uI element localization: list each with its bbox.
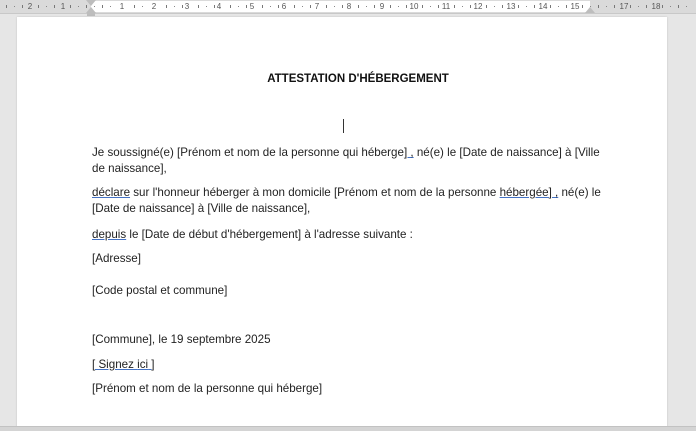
ruler-tick xyxy=(662,5,663,8)
signature-placeholder-close: ] xyxy=(148,358,155,371)
text-cursor xyxy=(343,119,344,133)
left-indent-marker[interactable] xyxy=(87,13,95,16)
ruler-tick xyxy=(390,5,391,8)
ruler-tick xyxy=(486,5,487,8)
ruler-tick xyxy=(214,5,215,8)
paragraph-postal-code: [Code postal et commune] xyxy=(92,284,228,297)
ruler-dot xyxy=(14,6,15,7)
ruler-number: 3 xyxy=(184,2,190,11)
ruler-tick xyxy=(102,5,103,8)
grammar-flagged-text: depuis xyxy=(92,228,127,241)
grammar-flagged-text: déclare xyxy=(92,186,131,199)
ruler-number: 17 xyxy=(619,2,629,11)
ruler-tick xyxy=(646,5,647,8)
ruler-number: 7 xyxy=(314,2,320,11)
ruler-dot xyxy=(526,6,527,7)
ruler-tick xyxy=(182,5,183,8)
grammar-flagged-text: ici xyxy=(137,358,149,371)
ruler-dot xyxy=(46,6,47,7)
ruler-tick xyxy=(598,5,599,8)
ruler-dot xyxy=(238,6,239,7)
ruler-number: 4 xyxy=(216,2,222,11)
ruler-number: 5 xyxy=(249,2,255,11)
paragraph-signatory-name: [Prénom et nom de la personne qui héberge] xyxy=(92,382,323,395)
ruler-number: 2 xyxy=(27,2,33,11)
ruler-number: 1 xyxy=(60,2,66,11)
ruler-number: 15 xyxy=(570,2,580,11)
ruler-tick xyxy=(6,5,7,8)
ruler-dot xyxy=(558,6,559,7)
ruler-tick xyxy=(614,5,615,8)
ruler-dot xyxy=(670,6,671,7)
host-name-text: Je soussigné(e) [Prénom et nom de la personne qui héberge xyxy=(92,146,404,159)
horizontal-scrollbar[interactable] xyxy=(0,426,696,431)
ruler-tick xyxy=(630,5,631,8)
ruler-dot xyxy=(78,6,79,7)
grammar-flagged-text: hébergée xyxy=(499,186,549,199)
ruler-tick xyxy=(566,5,567,8)
ruler-tick xyxy=(422,5,423,8)
horizontal-ruler[interactable] xyxy=(0,0,696,14)
ruler-number: 11 xyxy=(441,2,451,11)
paragraph-start-date xyxy=(92,227,612,243)
ruler-tick xyxy=(374,5,375,8)
ruler-tick xyxy=(166,5,167,8)
ruler-dot xyxy=(334,6,335,7)
grammar-flagged-text: ] , xyxy=(403,146,414,159)
ruler-dot xyxy=(270,6,271,7)
ruler-tick xyxy=(438,5,439,8)
first-line-indent-marker[interactable] xyxy=(86,0,96,6)
ruler-tick xyxy=(534,5,535,8)
ruler-dot xyxy=(638,6,639,7)
ruler-tick xyxy=(550,5,551,8)
ruler-number: 8 xyxy=(346,2,352,11)
ruler-tick xyxy=(502,5,503,8)
host-birth-text: né(e) le [Date de naissance] à [Ville de naissance], xyxy=(92,146,600,175)
guest-birth-text: né(e) le [Date de naissance] à [Ville de naissance], xyxy=(92,186,601,215)
ruler-tick xyxy=(406,5,407,8)
ruler-number: 1 xyxy=(119,2,125,11)
ruler-dot xyxy=(494,6,495,7)
ruler-tick xyxy=(278,5,279,8)
document-body[interactable] xyxy=(17,17,667,431)
grammar-flagged-text: ] , xyxy=(548,186,559,199)
ruler-tick xyxy=(38,5,39,8)
ruler-dot xyxy=(606,6,607,7)
ruler-tick xyxy=(342,5,343,8)
ruler-tick xyxy=(454,5,455,8)
ruler-dot xyxy=(302,6,303,7)
ruler-tick xyxy=(262,5,263,8)
ruler-dot xyxy=(366,6,367,7)
signature-placeholder-text: [ Signez xyxy=(92,358,138,371)
paragraph-signature xyxy=(92,357,612,373)
ruler-dot xyxy=(398,6,399,7)
ruler-number: 2 xyxy=(151,2,157,11)
ruler-dot xyxy=(462,6,463,7)
ruler-dot xyxy=(686,6,687,7)
ruler-tick xyxy=(134,5,135,8)
ruler-dot xyxy=(206,6,207,7)
ruler-tick xyxy=(70,5,71,8)
right-indent-marker[interactable] xyxy=(585,7,595,13)
ruler-dot xyxy=(174,6,175,7)
ruler-tick xyxy=(230,5,231,8)
ruler-number: 10 xyxy=(409,2,419,11)
ruler-tick xyxy=(358,5,359,8)
document-page[interactable] xyxy=(17,17,667,431)
start-date-text: le [Date de début d'hébergement] à l'adresse suivante : xyxy=(126,228,413,241)
ruler-tick xyxy=(22,5,23,8)
document-title: ATTESTATION D'HÉBERGEMENT xyxy=(267,73,449,85)
ruler-tick xyxy=(518,5,519,8)
ruler-tick xyxy=(310,5,311,8)
ruler-number: 13 xyxy=(506,2,516,11)
ruler-number: 12 xyxy=(473,2,483,11)
paragraph-place-date: [Commune], le 19 septembre 2025 xyxy=(92,333,271,346)
ruler-dot xyxy=(430,6,431,7)
ruler-tick xyxy=(582,5,583,8)
paragraph-host-identity xyxy=(92,145,612,177)
ruler-tick xyxy=(326,5,327,8)
ruler-tick xyxy=(198,5,199,8)
ruler-dot xyxy=(110,6,111,7)
ruler-tick xyxy=(294,5,295,8)
ruler-number: 18 xyxy=(651,2,661,11)
ruler-dot xyxy=(142,6,143,7)
ruler-number: 6 xyxy=(281,2,287,11)
declaration-text: sur l'honneur héberger à mon domicile [Prénom et nom de la personne xyxy=(130,186,500,199)
ruler-number: 9 xyxy=(379,2,385,11)
ruler-tick xyxy=(246,5,247,8)
paragraph-address: [Adresse] xyxy=(92,252,141,265)
ruler-tick xyxy=(470,5,471,8)
paragraph-declaration xyxy=(92,185,612,217)
ruler-tick xyxy=(54,5,55,8)
ruler-tick xyxy=(678,5,679,8)
ruler-number: 14 xyxy=(538,2,548,11)
